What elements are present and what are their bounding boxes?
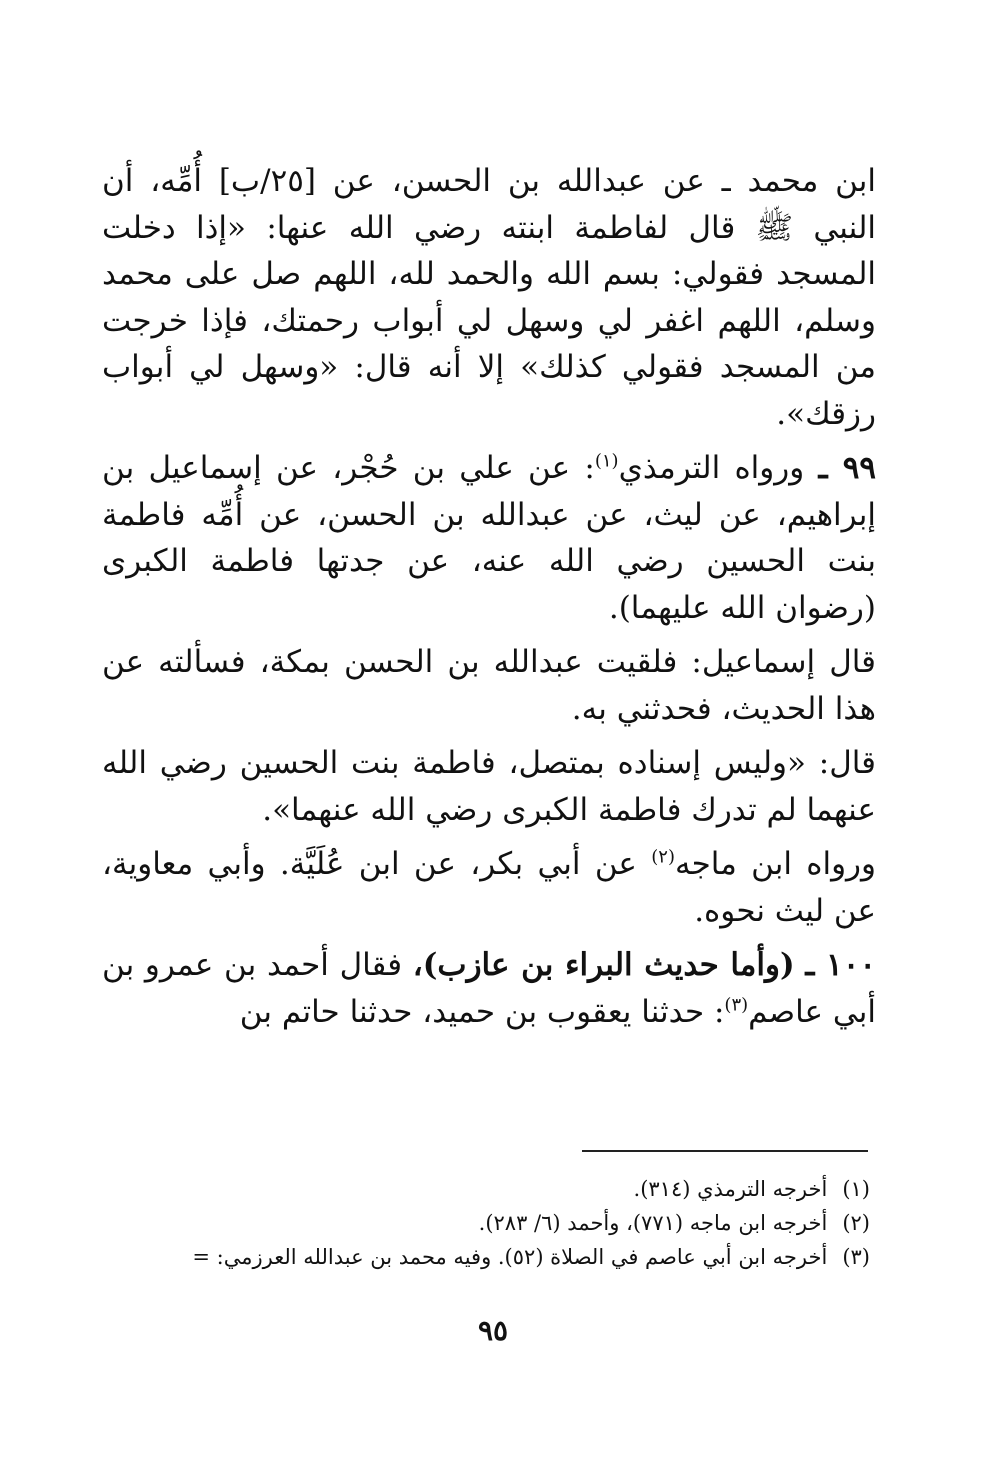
paragraph-100-text-a: فقال أحمد بن عمرو بن أبي عاصم — [102, 947, 876, 1030]
hadith-number-99: ٩٩ ـ — [818, 450, 877, 486]
paragraph-99-text-a: ورواه الترمذي — [618, 450, 805, 486]
paragraph-ibn-majah-last-line: عن ليث نحوه. — [694, 892, 876, 929]
footnote-ref-1[interactable]: (١) — [594, 450, 619, 472]
paragraph-ibn-majah-text-b: عن أبي بكر، عن ابن عُلَيَّة. وأبي معاوية، — [102, 846, 637, 882]
page-number: ٩٥ — [477, 1314, 509, 1347]
footnote-marker-2: (٢) — [842, 1211, 870, 1235]
paragraph-ibn-majah-text-a: ورواه ابن ماجه — [674, 846, 877, 882]
paragraph-100-text-b: : حدثنا يعقوب بن حميد، حدثنا حاتم بن — [239, 993, 725, 1030]
paragraph-ibn-majah — [102, 841, 876, 934]
paragraph-99-last-line: عليهما). — [608, 589, 711, 626]
paragraph-qala-last-line: عنهما لم تدرك فاطمة الكبرى رضي الله عنهما». — [262, 791, 876, 828]
paragraph-100 — [102, 942, 876, 1035]
paragraph-qala-text: قال: «وليس إسناده بمتصل، فاطمة بنت الحسين رضي الله — [102, 745, 876, 781]
footnote-marker-3: (٣) — [842, 1245, 870, 1269]
footnote-text-3: أخرجه ابن أبي عاصم في الصلاة (٥٢). وفيه محمد بن عبدالله العرزمي: = — [192, 1245, 828, 1269]
footnote-text-2: أخرجه ابن ماجه (٧٧١)، وأحمد (٦/ ٢٨٣). — [478, 1211, 828, 1235]
footnote-1 — [80, 1172, 870, 1206]
paragraph-1-text: ابن محمد ـ عن عبدالله بن الحسن، عن [٢٥/ب] أُمِّه، أن النبي ﷺ قال لفاطمة ابنته رضي الله عنها: «إذا دخلت المسجد فقولي: بسم الله والحمد لله، اللهم صل على محمد وسلم، اللهم اغفر لي وسهل لي أبواب رحمتك، فإذا خرجت من المسجد فقولي كذلك» — [102, 163, 877, 385]
footnote-2 — [80, 1206, 870, 1240]
paragraph-1-last-line: إلا أنه قال: «وسهل لي أبواب رزقك». — [102, 349, 876, 432]
paragraph-qala — [102, 740, 876, 833]
paragraph-ismail — [102, 639, 876, 732]
footnote-ref-3[interactable]: (٣) — [724, 994, 749, 1016]
main-text — [102, 158, 876, 1043]
footnote-ref-2[interactable]: (٢) — [651, 846, 675, 868]
paragraph-ismail-text: قال إسماعيل: فلقيت عبدالله بن الحسن بمكة، فسألته عن — [102, 644, 876, 680]
footnote-text-1: أخرجه الترمذي (٣١٤). — [633, 1177, 828, 1201]
paragraph-ismail-last-line: هذا الحديث، فحدثني به. — [571, 690, 876, 727]
hadith-number-100: ١٠٠ ـ — [805, 947, 876, 983]
paragraph-99 — [102, 445, 876, 631]
footnote-divider — [582, 1150, 868, 1152]
footnotes — [80, 1172, 870, 1274]
footnote-marker-1: (١) — [842, 1177, 870, 1201]
paragraph-99-text-b: : عن علي بن حُجْر، عن إسماعيل بن إبراهيم، عن ليث، عن عبدالله بن الحسن، عن أُمِّه فاطمة بنت الحسين رضي الله عنه، عن جدتها فاطمة الكبرى (رضوان الله — [102, 450, 876, 626]
paragraph-1 — [102, 158, 876, 437]
footnote-3 — [80, 1240, 870, 1274]
paragraph-100-heading: (وأما حديث البراء بن عازب)، — [412, 947, 795, 983]
